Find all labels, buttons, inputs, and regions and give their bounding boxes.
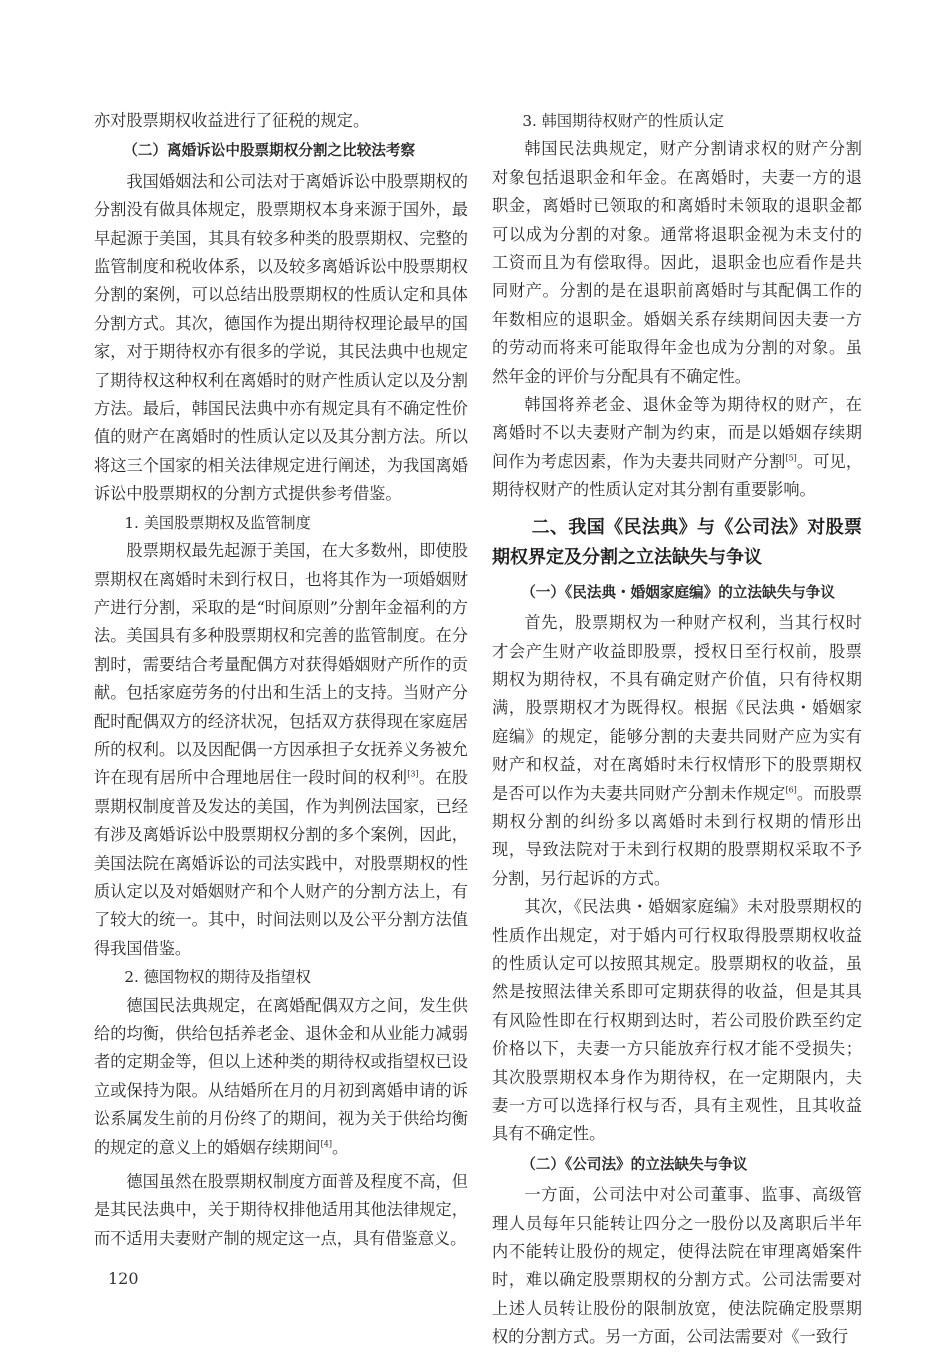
left-column xyxy=(94,107,468,1253)
page-number: 120 xyxy=(108,1269,139,1288)
paragraph-germany-1 xyxy=(94,992,468,1162)
paragraph-germany-2: 德国虽然在股票期权制度方面普及程度不高，但是其民法典中，关于期待权排他适用其他法律规定，而不适用夫妻财产制的规定这一点，具有借鉴意义。 xyxy=(94,1172,468,1248)
heading-civil-code: （一）《民法典・婚姻家庭编》的立法缺失与争议 xyxy=(521,583,835,601)
paragraph-civil-1 xyxy=(492,609,862,893)
paragraph-usa-text-1: 股票期权最先起源于美国，在大多数州，即使股票期权在离婚时未到行权日，也将其作为一项婚姻财产进行分割，采取的是“时间原则”分割年金福利的方法。美国具有多种股票期权和完善的监管制度。在分割时，需要结合考量配偶方对获得婚姻财产所作的贡献。包括家庭劳务的付出和生活上的支持。当财产分配时配偶双方的经济状况，包括双方获得现在家庭居所的权利。以及因配偶一方因承担子女抚养义务被允许在现有居所中合理地居住一段时间的权利 xyxy=(94,541,468,788)
paragraph-civil-1-end: 。而股票期权分割的纠纷多以离婚时未到行权期的情形出现，导致法院对于未到行权期的股票期权采取不予分割，另行起诉的方式。 xyxy=(492,783,863,888)
paragraph-comparative: 我国婚姻法和公司法对于离婚诉讼中股票期权的分割没有做具体规定，股票期权本身来源于国外，最早起源于美国，其具有较多种类的股票期权、完整的监管制度和税收体系，以及较多离婚诉讼中股票期权分割的案例，可以总结出股票期权的性质认定和具体分割方式。其次，德国作为提出期待权理论最早的国家，对于期待权亦有很多的学说，其民法典中也规定了期待权这种权利在离婚时的财产性质认定以及分割方法。最后，韩国民法典中亦有规定具有不确定性价值的财产在离婚时的性质认定以及其分割方法。所以将这三个国家的相关法律规定进行阐述，为我国离婚诉讼中股票期权的分割方式提供参考借鉴。 xyxy=(94,171,468,504)
paragraph-korea-2-text: 韩国将养老金、退休金等为期待权的财产，在离婚时不以夫妻财产制为约束，而是以婚姻存续期间作为考虑因素，作为夫妻共同财产分割 xyxy=(492,395,862,471)
footnote-ref-3[interactable]: [3] xyxy=(407,769,419,779)
paragraph-germany-text: 德国民法典规定，在离婚配偶双方之间，发生供给的均衡，供给包括养老金、退休金和从业能力减弱者的定期金等，但以上述种类的期待权或指望权已设立或保持为限。从结婚所在月的月初到离婚申请的诉讼系属发生前的月份终了的期间，视为关于供给均衡的规定的意义上的婚姻存续期间 xyxy=(94,995,468,1157)
paragraph-civil-1-text: 首先，股票期权为一种财产权利，当其行权时才会产生财产收益即股票，授权日至行权前，股票期权为期待权，不具有确定财产价值，只有待权期满，股票期权才为既得权。根据《民法典・婚姻家庭编》的规定，能够分割的夫妻共同财产应为实有财产和权益，对在离婚时未行权情形下的股票期权是否可以作为夫妻共同财产分割未作规定 xyxy=(492,613,862,803)
heading-comparative-law: （二）离婚诉讼中股票期权分割之比较法考察 xyxy=(123,142,416,160)
heading-germany: 2. 德国物权的期待及指望权 xyxy=(124,968,311,987)
paragraph-civil-2: 其次，《民法典・婚姻家庭编》未对股票期权的性质作出规定，对于婚内可行权取得股票期权收益的性质认定可以按照其规定。股票期权的收益，虽然是按照法律关系即可定期获得的收益，但是其具有风险性即在行权期到达时，若公司股价跌至约定价格以下，夫妻一方只能放弃行权才能不受损失；其次股票期权本身作为期待权，在一定期限内，夫妻一方可以选择行权与否，具有主观性，且其收益具有不确定性。 xyxy=(492,897,862,1144)
paragraph-germany-end: 。 xyxy=(331,1137,349,1157)
footnote-ref-4[interactable]: [4] xyxy=(320,1139,332,1149)
paragraph-intro: 亦对股票期权收益进行了征税的规定。 xyxy=(94,111,370,130)
paragraph-company: 一方面，公司法中对公司董事、监事、高级管理人员每年只能转让四分之一股份以及离职后半年内不能转让股份的规定，使得法院在审理离婚案件时，难以确定股票期权的分割方式。公司法需要对上述人员转让股份的限制放宽，使法院确定股票期权的分割方式。另一方面，公司法需要对《一致行 xyxy=(492,1185,862,1347)
paragraph-usa xyxy=(94,537,468,963)
footnote-ref-6[interactable]: [6] xyxy=(785,785,797,795)
paragraph-usa-text-2: 。在股票期权制度普及发达的美国，作为判例法国家，已经有涉及离婚诉讼中股票期权分割的多个案例，因此，美国法院在离婚诉讼的司法实践中，对股票期权的性质认定以及对婚姻财产和个人财产的分割方法上，有了较大的统一。其中，时间法则以及公平分割方法值得我国借鉴。 xyxy=(94,768,468,958)
paragraph-korea-2 xyxy=(492,391,862,505)
heading-korea: 3. 韩国期待权财产的性质认定 xyxy=(522,112,724,130)
section-heading-2: 二、我国《民法典》与《公司法》对股票期权界定及分割之立法缺失与争议 xyxy=(492,516,862,568)
paragraph-korea-2-end: 。可见，期待权财产的性质认定对其分割有重要影响。 xyxy=(492,451,863,500)
heading-usa: 1. 美国股票期权及监管制度 xyxy=(124,513,311,532)
paragraph-korea-1: 韩国民法典规定，财产分割请求权的财产分割对象包括退职金和年金。在离婚时，夫妻一方的退职金，离婚时已领取的和离婚时未领取的退职金都可以成为分割的对象。通常将退职金视为未支付的工资而且为有偿取得。因此，退职金也应看作是共同财产。分割的是在退职前离婚时与其配偶工作的年数相应的退职金。婚姻关系存续期间因夫妻一方的劳动而将来可能取得年金也成为分割的对象。虽然年金的评价与分配具有不确定性。 xyxy=(492,139,862,386)
heading-company-law: （二）《公司法》的立法缺失与争议 xyxy=(521,1155,748,1173)
right-column xyxy=(492,107,862,1352)
footnote-ref-5[interactable]: [5] xyxy=(785,453,797,463)
